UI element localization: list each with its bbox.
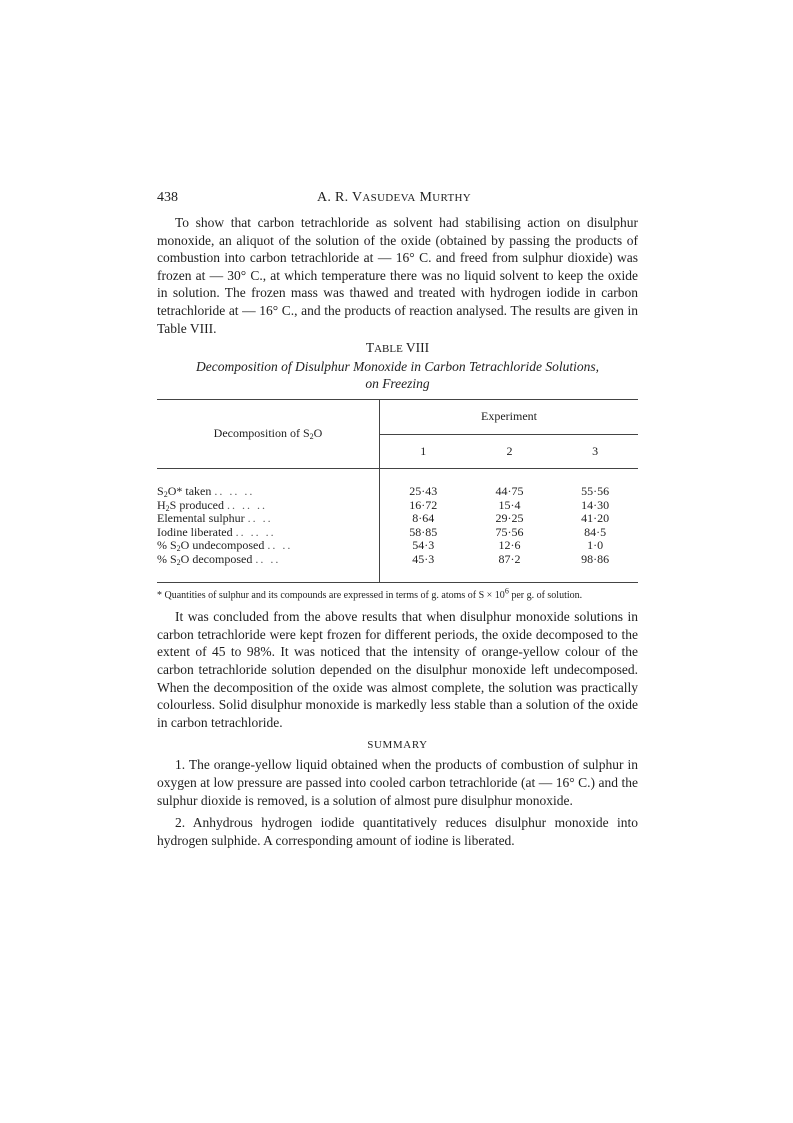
- table-cell: 54·3: [412, 538, 435, 553]
- table-cell: 98·86: [581, 551, 610, 566]
- table-cell: 8·64: [412, 511, 435, 526]
- table-caption: Decomposition of Disulphur Monoxide in Carbon Tetrachloride Solutions, on Freezing: [196, 359, 599, 392]
- summary-item: 2. Anhydrous hydrogen iodide quantitatively reduces disulphur monoxide into hydrogen sulphide. A corresponding amount of iodine is liberated.: [157, 815, 638, 848]
- row-label: Iodine liberated .. .. ..: [157, 526, 380, 540]
- row-label: $H_2S$ produced .. .. ..: [157, 499, 380, 513]
- page-content: [157, 190, 638, 854]
- page-number: 438: [157, 190, 178, 205]
- table-cell: 58·85: [409, 524, 438, 539]
- table-cell: 41·20: [581, 511, 610, 526]
- conclusion-paragraph: It was concluded from the above results that when disulphur monoxide solutions in carbon tetrachloride were kept frozen for different periods, the oxide decomposed to the extent of 45 to 98%. It was noticed that the intensity of orange-yellow colour of the carbon tetrachloride solution depended on the disulphur monoxide left undecomposed. When the decomposition of the oxide was almost complete, the solution was practically colourless. Solid disulphur monoxide is markedly less stable than a solution of the oxide in carbon tetrachloride.: [157, 609, 638, 730]
- table-cell: 45·3: [412, 551, 435, 566]
- row-label: % $S_2O$ decomposed .. ..: [157, 553, 380, 567]
- table-title: TABLE VIII: [365, 340, 430, 356]
- page-header: [157, 190, 638, 214]
- table-row: [157, 499, 638, 513]
- table-cell: 15·4: [498, 497, 521, 512]
- summary-item: 1. The orange-yellow liquid obtained when the products of combustion of sulphur in oxygen at low pressure are passed into cooled carbon tetrachloride (at — 16° C.) and the sulphur dioxide is removed, is a solution of almost pure disulphur monoxide.: [157, 757, 638, 808]
- running-head: A. R. VASUDEVA MURTHY: [317, 190, 471, 205]
- table-cell: 75·56: [495, 524, 524, 539]
- row-label: % $S_2O$ undecomposed .. ..: [157, 539, 380, 553]
- table-row: [157, 553, 638, 567]
- table-cell: 1·0: [587, 538, 604, 553]
- table-row: [157, 485, 638, 499]
- column-header: 1: [420, 443, 427, 458]
- table-footnote: * Quantities of sulphur and its compounds are expressed in terms of g. atoms of $S \times 10^6$ per g. of solution.: [157, 586, 583, 602]
- row-header: Decomposition of $S_2O$: [157, 400, 380, 469]
- experiment-header: Experiment: [380, 400, 639, 435]
- table-cell: 16·72: [409, 497, 438, 512]
- table-cell: 29·25: [495, 511, 524, 526]
- table-cell: 44·75: [495, 484, 524, 499]
- row-label: Elemental sulphur .. ..: [157, 512, 380, 526]
- table-cell: 14·30: [581, 497, 610, 512]
- table-cell: 87·2: [498, 551, 521, 566]
- table-row: [157, 512, 638, 526]
- intro-paragraph: To show that carbon tetrachloride as solvent had stabilising action on disulphur monoxide, an aliquot of the solution of the oxide (obtained by passing the products of combustion into carbon tetrachloride at — 16° C. and freed from sulphur dioxide) was frozen at — 30° C., at which temperature there was no liquid solvent to keep the oxide in solution. The frozen mass was thawed and treated with hydrogen iodide in carbon tetrachloride at — 16° C., and the products of reaction analysed. The results are given in Table VIII.: [157, 215, 638, 336]
- column-header: 3: [592, 443, 599, 458]
- row-label: $S_2O*$ taken .. .. ..: [157, 485, 380, 499]
- table-cell: 25·43: [409, 484, 438, 499]
- table-row: [157, 526, 638, 540]
- table-cell: 12·6: [498, 538, 521, 553]
- column-header: 2: [506, 443, 513, 458]
- table-cell: 84·5: [584, 524, 607, 539]
- table-cell: 55·56: [581, 484, 610, 499]
- summary-heading: SUMMARY: [367, 739, 428, 752]
- table-row: [157, 539, 638, 553]
- results-table: [157, 399, 638, 583]
